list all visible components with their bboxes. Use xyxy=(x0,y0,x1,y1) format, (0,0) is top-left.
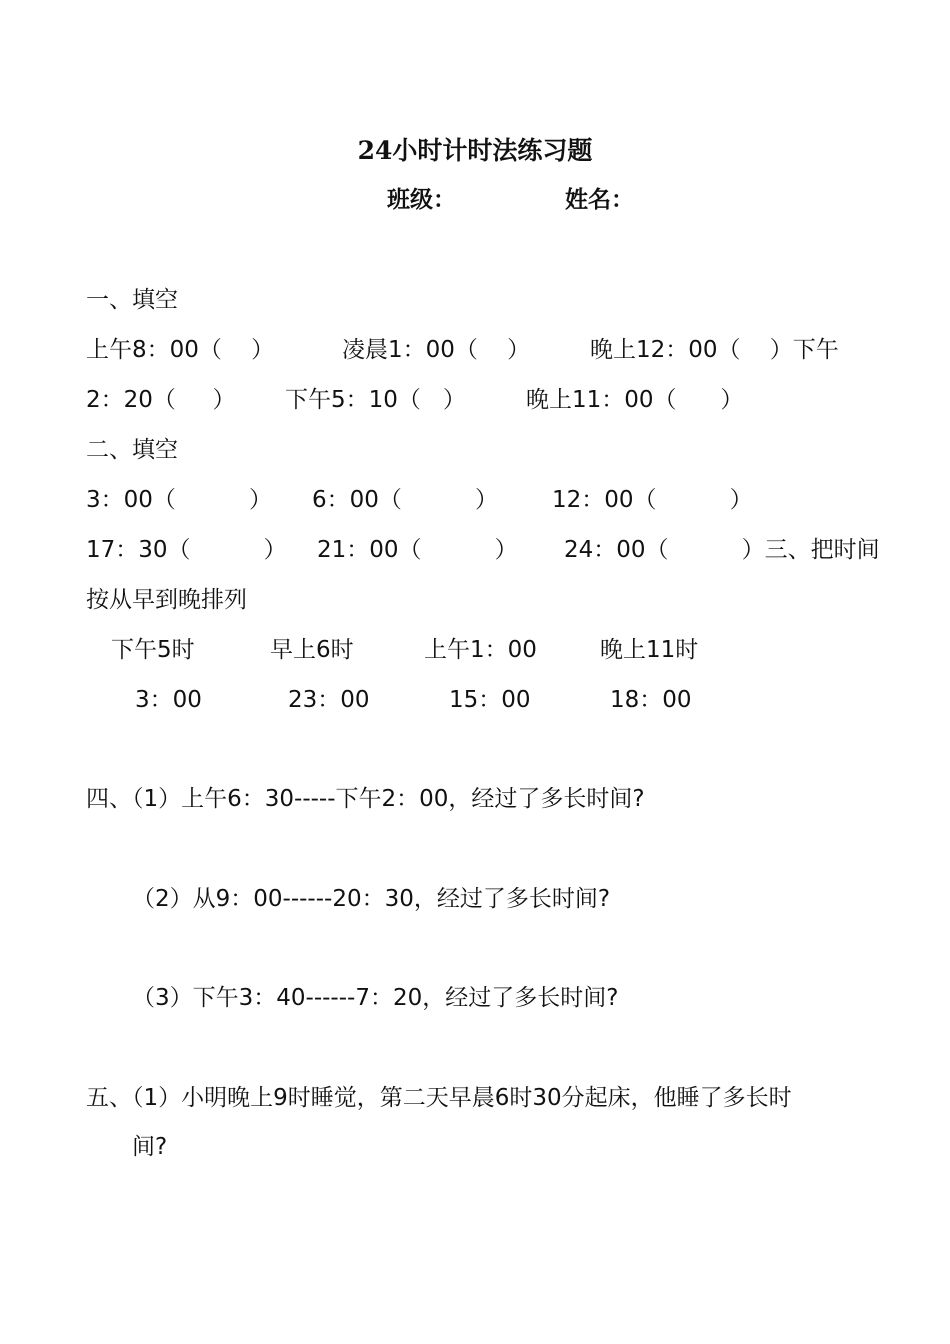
time-item: 18：00 xyxy=(610,687,692,713)
section1-item: 晚上12：00（ ）下午 xyxy=(590,337,839,363)
section1-item: 凌晨1：00（ ） xyxy=(342,337,531,363)
section1-item: 上午8：00（ ） xyxy=(86,337,275,363)
section2-item: 17：30（ ） xyxy=(86,537,287,563)
section1-heading: 一、填空 xyxy=(86,287,178,313)
question-5-1-continued: 间? xyxy=(132,1134,168,1160)
section1-item: 晚上11：00（ ） xyxy=(526,387,744,413)
time-item: 下午5时 xyxy=(111,637,195,663)
name-label: 姓名： xyxy=(565,186,634,213)
section1-item: 下午5：10（ ） xyxy=(285,387,466,413)
time-item: 15：00 xyxy=(449,687,531,713)
section2-item: 3：00（ ） xyxy=(86,487,273,513)
time-item: 晚上11时 xyxy=(600,637,699,663)
section2-heading: 二、填空 xyxy=(86,437,178,463)
section2-item: 24：00（ ）三、把时间 xyxy=(564,537,880,563)
page-title: 24小时计时法练习题 xyxy=(357,136,593,165)
section1-item: 2：20（ ） xyxy=(86,387,236,413)
section2-item: 6：00（ ） xyxy=(312,487,499,513)
question-4-1: 四、（1）上午6：30-----下午2：00，经过了多长时间? xyxy=(86,786,645,812)
question-5-1: 五、（1）小明晚上9时睡觉，第二天早晨6时30分起床，他睡了多长时 xyxy=(86,1085,792,1111)
time-item: 上午1：00 xyxy=(424,637,537,663)
section2-item: 12：00（ ） xyxy=(552,487,753,513)
class-label: 班级： xyxy=(387,186,456,213)
time-item: 3：00 xyxy=(135,687,202,713)
time-item: 早上6时 xyxy=(270,637,354,663)
time-item: 23：00 xyxy=(288,687,370,713)
section2-item: 21：00（ ） xyxy=(317,537,518,563)
question-4-2: （2）从9：00------20：30，经过了多长时间? xyxy=(132,886,611,912)
section3-instruction: 按从早到晚排列 xyxy=(86,587,247,613)
question-4-3: （3）下午3：40------7：20，经过了多长时间? xyxy=(132,985,619,1011)
